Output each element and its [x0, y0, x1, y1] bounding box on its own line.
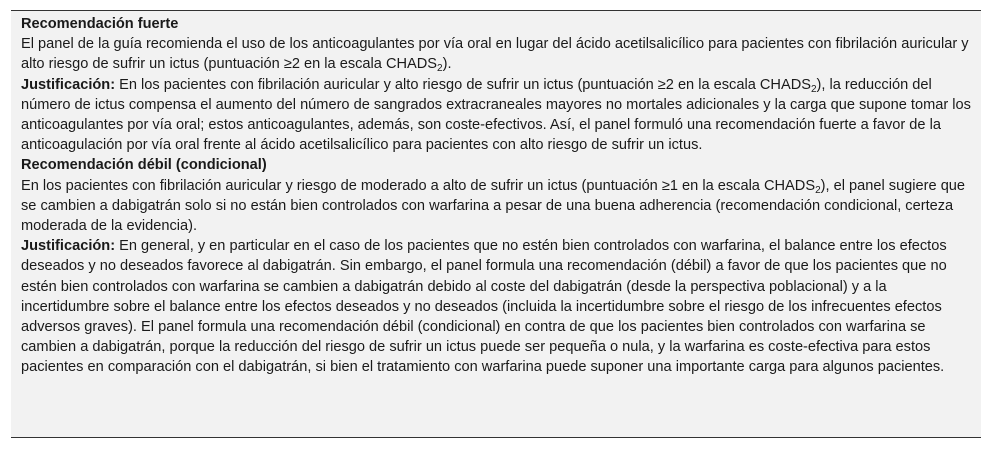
strong-recommendation-heading: Recomendación fuerte: [21, 16, 179, 32]
strong-justification-after: ), la reducción del número de ictus compensa el aumento del número de sangrados extracraneales mayores no mortales adicionales y la carga que supone tomar los anticoagulantes por vía oral; estos anticoagulantes, además, son coste-efectivos. Así, el panel formuló una recomendación fuerte a favor de la anticoagulación por vía oral frente al ácido acetilsalicílico para pacientes con alto riesgo de sufrir un ictus.: [21, 76, 971, 154]
strong-text-before: El panel de la guía recomienda el uso de los anticoagulantes por vía oral en lugar del ácido acetilsalicílico para pacientes con fibrilación auricular y alto riesgo de sufrir un ictus (puntuación ≥2 en la escala CHADS: [21, 36, 969, 73]
strong-justification-before: En los pacientes con fibrilación auricular y alto riesgo de sufrir un ictus (puntuación ≥2 en la escala CHADS: [115, 76, 811, 93]
recommendation-box: [11, 10, 981, 438]
strong-justification: [21, 75, 971, 156]
weak-text-before: En los pacientes con fibrilación auricular y riesgo de moderado a alto de sufrir un ictus (puntuación ≥1 en la escala CHADS: [21, 177, 816, 194]
weak-text-after: ), el panel sugiere que se cambien a dabigatrán solo si no están bien controlados con warfarina a pesar de una buena adherencia (recomendación condicional, certeza moderada de la evidencia).: [21, 177, 966, 235]
weak-justification: [21, 236, 971, 377]
chads-subscript: 2: [810, 83, 817, 95]
weak-recommendation-heading: Recomendación débil (condicional): [21, 157, 267, 174]
chads-subscript: 2: [437, 63, 443, 75]
weak-justification-label: Justificación:: [21, 238, 116, 255]
chads-subscript: 2: [815, 184, 821, 196]
strong-justification-label: Justificación:: [21, 76, 116, 93]
strong-text-after: ).: [442, 56, 452, 73]
weak-justification-text: En general, y en particular en el caso de los pacientes que no estén bien controlados con warfarina, el balance entre los efectos deseados y no deseados favorece al dabigatrán. Sin embargo, el panel formula una recomendación (débil) a favor de que los pacientes que no estén bien controlados con warfarina se cambien a dabigatrán debido al coste del dabigatrán (desde la perspectiva poblacional) y a la incertidumbre sobre el balance entre los efectos deseados y no deseados (incluida la incertidumbre sobre el riesgo de los infrecuentes efectos adversos graves). El panel formula una recomendación débil (condicional) en contra de que los pacientes bien controlados con warfarina se cambien a dabigatrán, porque la reducción del riesgo de sufrir un ictus puede ser pequeña o nula, y la warfarina es coste-efectiva para estos pacientes en comparación con el dabigatrán, si bien el tratamiento con warfarina puede suponer una importante carga para algunos pacientes.: [21, 238, 947, 376]
strong-recommendation-text: [21, 34, 971, 74]
weak-recommendation-text: [21, 176, 971, 237]
